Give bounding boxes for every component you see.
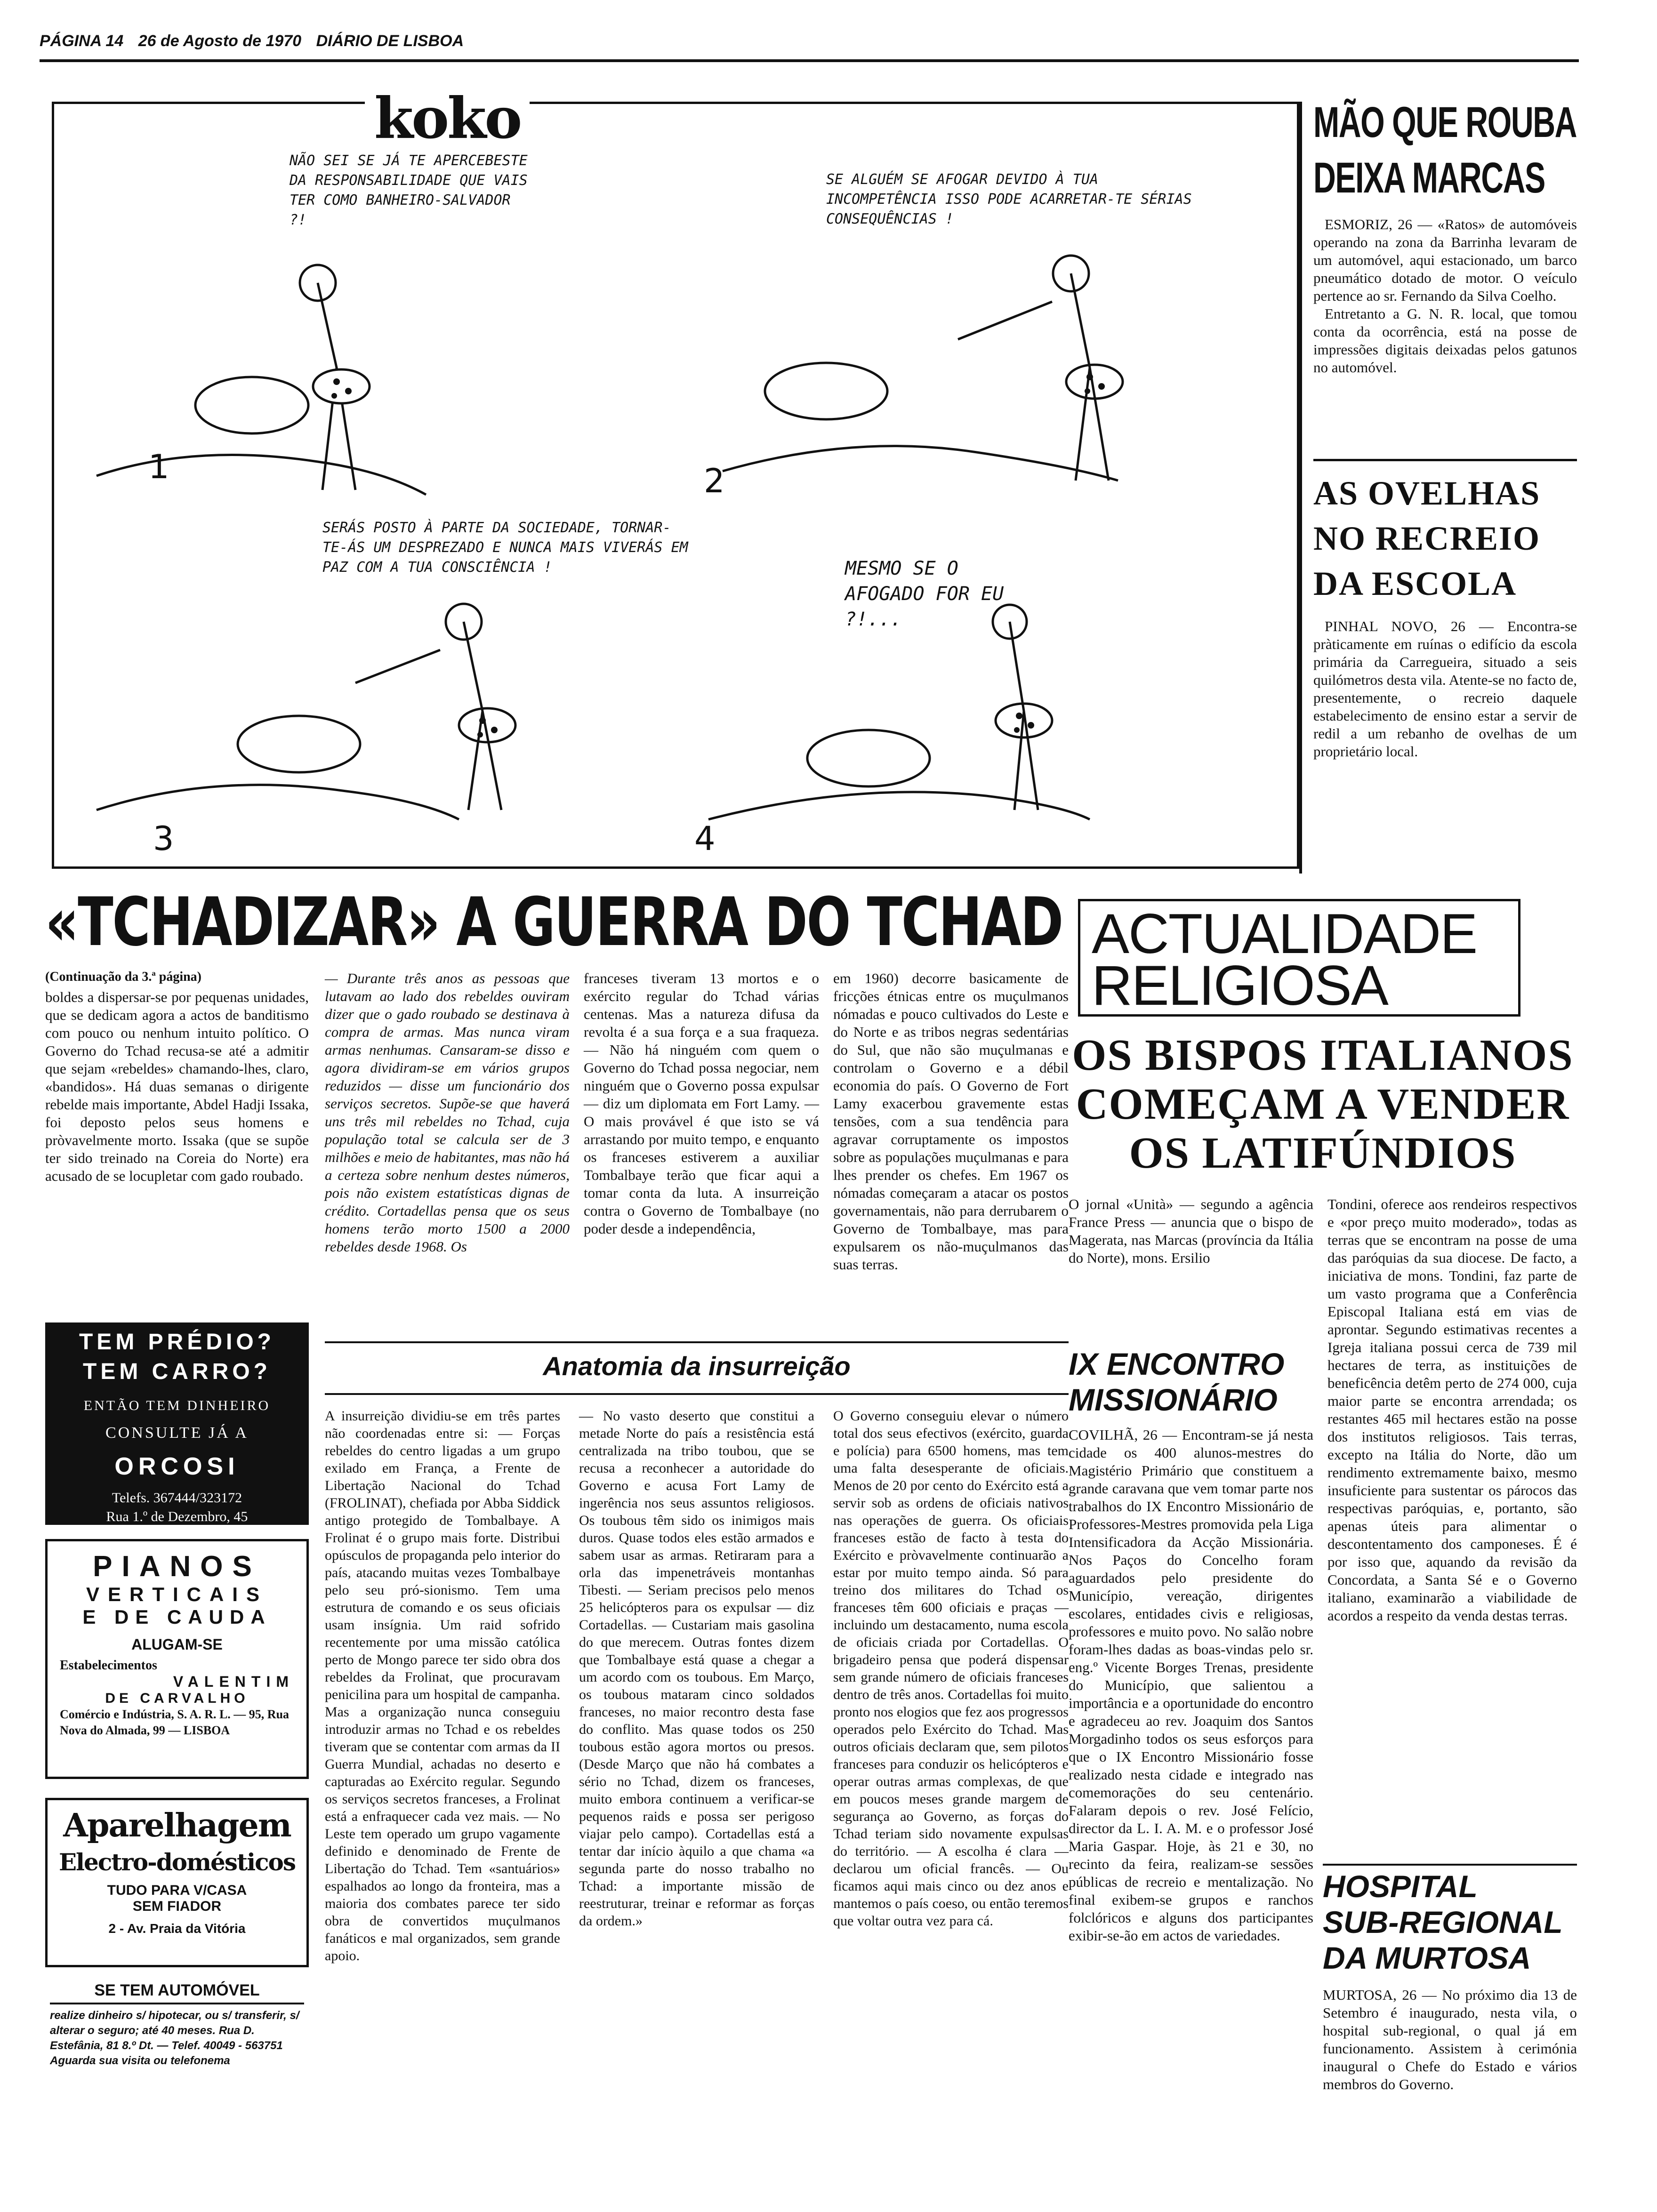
hospital-headline-block — [1323, 1868, 1577, 1976]
top-rule — [40, 59, 1579, 62]
hospital-text: MURTOSA, 26 — No próximo dia 13 de Setembro é inaugurado, nesta vila, o hospital sub-regional, o qual já em funcionamento. Assistem à cerimónia inaugural o Chefe do Estado e vários membros do Governo. — [1323, 1987, 1577, 2092]
ad-line: DE CARVALHO — [105, 1691, 249, 1706]
section-rule — [325, 1341, 1069, 1343]
headline-3: DA MURTOSA — [1323, 1940, 1531, 1975]
ad-orcosi — [45, 1322, 309, 1525]
ad-line: Aparelhagem — [63, 1807, 291, 1844]
cartoon-title: koko — [365, 85, 530, 152]
panel-number-2: 2 — [704, 462, 725, 500]
continuation-note: (Continuação da 3.ª página) — [45, 970, 202, 984]
missionario-text: COVILHÃ, 26 — Encontram-se já nesta cidade os 400 alunos-mestres do Magistério Primário que constituem a grande caravana que vem tomar parte nos trabalhos do IX Encontro Missionário de Professores-Mestres promovida pela Liga Intensificadora da Acção Missionária. Nos Paços do Concelho foram aguardados pelo presidente do Município, vereação, dirigentes escolares, entidades civis e religiosas, professores e muito povo. No salão nobre foram-lhes dadas as boas-vindas pelo sr. eng.º Vicente Borges Trenas, presidente do Município, que salientou a importância e a oportunidade do encontro e agradeceu ao rev. Joaquim dos Santos Morgadinho todos os seus esforços para que o IX Encontro Missionário fosse realizado nesta cidade e integrado nas comemorações do seu centenário. Falaram depois o rev. José Felício, director da L. I. A. M. e o professor José Maria Gaspar. Hoje, às 21 e 30, no recinto da feira, realizam-se sessões públicas de recreio e mentalização. No final exibem-se grupos e ranchos folclóricos e alguns dos participantes exibir-se-ão em actos de variedades. — [1069, 1427, 1313, 1944]
masthead — [40, 32, 557, 60]
ad-line: Estabelecimentos — [60, 1658, 157, 1673]
headline: HOSPITAL — [1323, 1869, 1478, 1904]
ad-line: E DE CAUDA — [82, 1606, 272, 1628]
ad-line: SEM FIADOR — [132, 1899, 222, 1914]
headline: IX ENCONTRO — [1069, 1346, 1285, 1381]
tchad-column-2: — Durante três anos as pessoas que lutavam ao lado dos rebeldes ouviram dizer que o gado roubado se destinava à compra de armas. Mas nunca viram armas nenhumas. Cansaram-se disso e agora dividiram-se em vários grupos reduzidos — disse um funcionário dos serviços secretos. Supõe-se que haverá uns três mil rebeldes no Tchad, cuja população total se calcula ser de 3 milhões e meio de habitantes, mas não há a certeza sobre nenhum destes números, pois não existem estatísticas dignas de crédito. Cortadellas pensa que os seus homens terão morto 1500 a 2000 rebeldes desde 1968. Os — [325, 970, 570, 1255]
ad-line: TEM PRÉDIO? — [79, 1330, 275, 1354]
story-paragraph: ESMORIZ, 26 — «Ratos» de automóveis operando na zona da Barrinha levaram de um automóvel, aqui estacionado, um barco pneumático dotado de motor. O veículo pertence ao sr. Fernando da Silva Coelho. — [1313, 216, 1577, 304]
story-divider-2 — [1323, 1864, 1577, 1866]
headline-2: MISSIONÁRIO — [1069, 1382, 1278, 1417]
section-box-religiosa: ACTUALIDADE RELIGIOSA — [1078, 899, 1520, 1017]
ad-line: TEM CARRO? — [83, 1359, 271, 1384]
newspaper-name: DIÁRIO DE LISBOA — [316, 32, 464, 50]
religiosa-column-2: Tondini, oferece aos rendeiros respectivos e «por preço muito moderado», todas as terras que se encontram na posse de uma das paróquias da sua diocese. De facto, a iniciativa de mons. Tondini, faz parte de um vasto programa que a Conferência Episcopal Italiana está em vias de aprontar. Segundo estimativas recentes a Igreja italiana possui cerca de 739 mil hectares de terra, as instituições de beneficência detêm perto de 274 000, cuja maior parte se encontra arrendada; os restantes 465 mil hectares estão na posse dos institutos religiosos. Tais terras, excepto na Itália do Norte, dão um rendimento extremamente baixo, mesmo insuficiente para sustentar os párocos das respectivas paróquias, e, portanto, são apenas úteis para alimentar o descontentamento dos camponeses. É é por isso que, aquando da revisão da Concordata, a Santa Sé e o Governo italiano, examinarão a viabilidade de acordos a respeito da venda destas terras. — [1327, 1196, 1577, 1624]
tchad-column-1: boldes a dispersar-se por pequenas unidades, que se dedicam agora a actos de banditismo com pouco ou nenhum intuito político. O Governo do Tchad recusa-se até a admitir que sejam «rebeldes» chamando-lhes, claro, «bandidos». Há duas semanas o dirigente rebelde mais importante, Abdel Hadji Issaka, foi deposto pelos seus homens e pròvavelmente morto. Issaka (que se supõe ter sido treinado na Coreia do Norte) era acusado de se locupletar com gado roubado. — [45, 989, 309, 1184]
ad-line: 2 - Av. Praia da Vitória — [108, 1921, 246, 1936]
ad-line: CONSULTE JÁ A — [105, 1424, 249, 1442]
headline-3: OS LATIFÚNDIOS — [1129, 1129, 1517, 1178]
ad-line: ALUGAM-SE — [131, 1636, 223, 1653]
missionario-headline-block — [1069, 1346, 1313, 1418]
religiosa-column-1: O jornal «Unità» — segundo a agência France Press — anuncia que o bispo de Magerata, nas Marcas (província da Itália do Norte), mons. Ersilio — [1069, 1196, 1313, 1266]
headline-2: SUB-REGIONAL — [1323, 1905, 1563, 1940]
ad-line: VALENTIM — [173, 1673, 294, 1690]
story-paragraph-2: Entretanto a G. N. R. local, que tomou conta da ocorrência, está na posse de impressões digitais deixadas pelos gatunos no automóvel. — [1313, 305, 1577, 376]
ad-line: ENTÃO TEM DINHEIRO — [83, 1398, 271, 1413]
ad-line: PIANOS — [93, 1550, 261, 1583]
page-number: PÁGINA 14 — [40, 32, 124, 50]
panel2-speech: SE ALGUÉM SE AFOGAR DEVIDO À TUA INCOMPETÊNCIA ISSO PODE ACARRETAR-TE SÉRIAS CONSEQUÊNCIAS ! — [826, 171, 1192, 227]
ad-aparelhagem — [45, 1798, 309, 1967]
headline-2: DEIXA MARCAS — [1313, 154, 1545, 202]
ad-line: SE TEM AUTOMÓVEL — [50, 1981, 304, 2004]
headline: AS OVELHAS — [1313, 474, 1541, 512]
headline: MÃO QUE ROUBA — [1313, 98, 1577, 146]
story-paragraph: PINHAL NOVO, 26 — Encontra-se pràticamente em ruínas o edifício da escola primária da Carregueira, situado a seis quilómetros desta vila. Atente-se no facto de, presentemente, o recreio daquele estabelecimento de ensino estar a servir de redil a um rebanho de ovelhas de um proprietário local. — [1313, 618, 1577, 760]
anatomia-column-3: O Governo conseguiu elevar o número total dos seus efectivos (exército, guarda e polícia) para 6500 homens, mas tem uma falta desesperante de oficiais. Menos de 20 por cento do Exército está a servir sob as ordens de oficiais nativos nas operações de guerra. Os oficiais franceses estão de facto à testa do Exército e pròvavelmente continuarão a estar por muito tempo ainda. Só para treino dos militares do Tchad os franceses têm 600 oficiais e praças — incluindo um destacamento, numa escola de oficiais criada por Cortadellas. O brigadeiro pensa que poderá dispensar sem grande número de oficiais franceses dentro de três anos. Cortadellas foi muito pronto nos elogios que fez aos progressos operados pelo Exército do Tchad. Mas outros oficiais declaram que, sem pilotos franceses para conduzir os helicópteros e operar outras armas complexas, de que em poucos meses grande margem de segurança ao Governo, as forças do Tchad teriam sido novamente expulsas do território. — A escolha é clara — declarou um oficial francês. — Ou ficamos aqui mais cinco ou dez anos e mantemos o país coeso, ou então teremos que voltar outra vez para cá. — [833, 1408, 1069, 1929]
ad-pianos — [45, 1539, 309, 1779]
tchad-column-4: em 1960) decorre basicamente de fricções étnicas entre os muçulmanos nómadas e pouco cultivados do Leste e do Norte e as tribos negras sedentárias do Sul, que não são muçulmanas e controlam o Governo e a débil economia do país. O Governo de Fort Lamy exacerbou gravemente estas tensões, com a sua tendência para agravar corruptamente os impostos sobre as populações muçulmanas e para lhes prender os chefes. Em 1967 os nómadas começaram a atacar os postos governamentais, não para derrubarem o Governo de Tombalbaye, mas para expulsarem os não-muçulmanos das suas terras. — [833, 970, 1069, 1273]
ad-line: Electro-domésticos — [58, 1848, 296, 1876]
panel-number-1: 1 — [148, 448, 169, 486]
headline-2: NO RECREIO — [1313, 520, 1541, 557]
cartoon-strip — [52, 85, 1299, 869]
panel1-speech: NÃO SEI SE JÁ TE APERCEBESTE DA RESPONSABILIDADE QUE VAIS TER COMO BANHEIRO-SALVADOR ?! — [290, 152, 528, 228]
ad-line: Comércio e Indústria, S. A. R. L. — 95, Rua Nova do Almada, 99 — LISBOA — [60, 1707, 290, 1737]
panel-number-4: 4 — [694, 819, 716, 858]
anatomia-column-2: — No vasto deserto que constitui a metade Norte do país a resistência está centralizada na tribo toubou, que se recusa a reconhecer a autoridade do Governo e acusa Fort Lamy de ingerência nos seus assuntos religiosos. Os toubous têm sido os inimigos mais duros. Quase todos eles estão armados e sabem usar as armas. Retiraram para a orla das impenetráveis montanhas Tibesti. — Seriam precisos pelo menos 25 helicópteros para os expulsar — diz Cortadellas. — Custariam mais gasolina do que merecem. Outras fontes dizem que Tombalbaye está quase a chegar a um acordo com os toubous. Em Março, os toubous mataram cinco soldados franceses, no maior recontro desta fase do conflito. Mas quase todos os 250 toubous estão agora mortos ou presos. (Desde Março que não há combates a sério no Tchad, dizem os franceses, muito embora continuem a verificar-se pequenos raids e possa ser perigoso viajar pelo campo). Cortadellas está a tentar dar início àquilo a que chama «a segunda parte do nosso trabalho no Tchad: a importante missão de reestruturar, treinar e reformar as forças da ordem.» — [579, 1408, 814, 1929]
panel4-speech: MESMO SE O AFOGADO FOR EU ?!... — [845, 558, 1004, 630]
ad-phone: Telefs. 367444/323172 — [112, 1490, 242, 1506]
religiosa-headline-block — [1069, 1031, 1577, 1178]
main-headline: «TCHADIZAR» A GUERRA DO TCHAD — [45, 883, 1063, 961]
headline-2: COMEÇAM A VENDER — [1076, 1080, 1570, 1129]
panel3-speech: SERÁS POSTO À PARTE DA SOCIEDADE, TORNAR-TE-ÁS UM DESPREZADO E NUNCA MAIS VIVERÁS EM PAZ COM A TUA CONSCIÊNCIA ! — [322, 520, 688, 576]
ad-line: TUDO PARA V/CASA — [107, 1883, 247, 1898]
cartoon-drawings — [54, 104, 1297, 866]
ad-brand: ORCOSI — [114, 1453, 240, 1480]
headline-3: DA ESCOLA — [1313, 565, 1517, 602]
section-rule-2 — [325, 1393, 1069, 1395]
tchad-column-3: franceses tiveram 13 mortos e o exército regular do Tchad várias centenas. Mas a natureza difusa da revolta é a sua força e a sua fraqueza. — Não há ninguém com quem o Governo do Tchad possa negociar, nem ninguém que o Governo possa expulsar — diz um diplomata em Fort Lamy. — O mais provável é que isto se vá arrastando por muito tempo, e enquanto os franceses estiverem a auxiliar Tombalbaye terão que ficar aqui a tomar conta da luta. A insurreição contra o Governo de Tombalbaye (no poder desde a independência, — [584, 970, 819, 1237]
headline: OS BISPOS ITALIANOS — [1072, 1031, 1574, 1080]
ad-address: Rua 1.º de Dezembro, 45 — [106, 1509, 248, 1524]
ad-line: realize dinheiro s/ hipotecar, ou s/ transferir, s/ alterar o seguro; até 40 meses. Rua D. Estefânia, 81 8.º Dt. — Telef. 40049 - 563751 Aguarda sua visita ou telefonema — [50, 2009, 299, 2067]
issue-date: 26 de Agosto de 1970 — [138, 32, 302, 50]
anatomia-column-1: A insurreição dividiu-se em três partes não coordenadas entre si: — Forças rebeldes do centro ligadas a um grupo exilado em França, a Frente de Libertação Nacional do Tchad (FROLINAT), chefiada por Abba Siddick antigo protegido de Tombalbaye. A Frolinat é o grupo mais forte. Distribui opúsculos de propaganda pelo interior do país, atacando muitas vezes Tombalbaye pelo seu pró-sionismo. Tem uma estrutura de comando e os seus oficiais usam insígnia. Um raid sofrido recentemente por uma missão católica perto de Mongo parece ter sido obra dos rebeldes da Frolinat, que procuravam penicilina para um hospital de campanha. Mas a organização nunca conseguiu introduzir armas no Tchad e os rebeldes tiveram que se contentar com armas da II Guerra Mundial, achadas no deserto e capturadas ao Exército regular. Segundo os serviços secretos franceses, a Frolinat está a enfraquecer cada vez mais. — No Leste tem operado um grupo vagamente definido e denominado de Frente de Libertação do Tchad. Tem «santuários» espalhados ao longo da fronteira, mas a maioria dos combates parece ter sido obra de convertidos muçulmanos fanáticos e mal organizados, sem grande apoio. — [325, 1408, 560, 1964]
story-ovelhas — [1313, 471, 1577, 875]
ad-line: VERTICAIS — [86, 1583, 268, 1605]
column-rule — [1299, 102, 1302, 874]
anatomia-headline: Anatomia da insurreição — [543, 1351, 851, 1381]
panel-number-3: 3 — [153, 819, 174, 858]
story-divider — [1313, 459, 1577, 461]
story-mao-que-rouba — [1313, 99, 1577, 471]
ad-automovel — [45, 1977, 309, 2094]
